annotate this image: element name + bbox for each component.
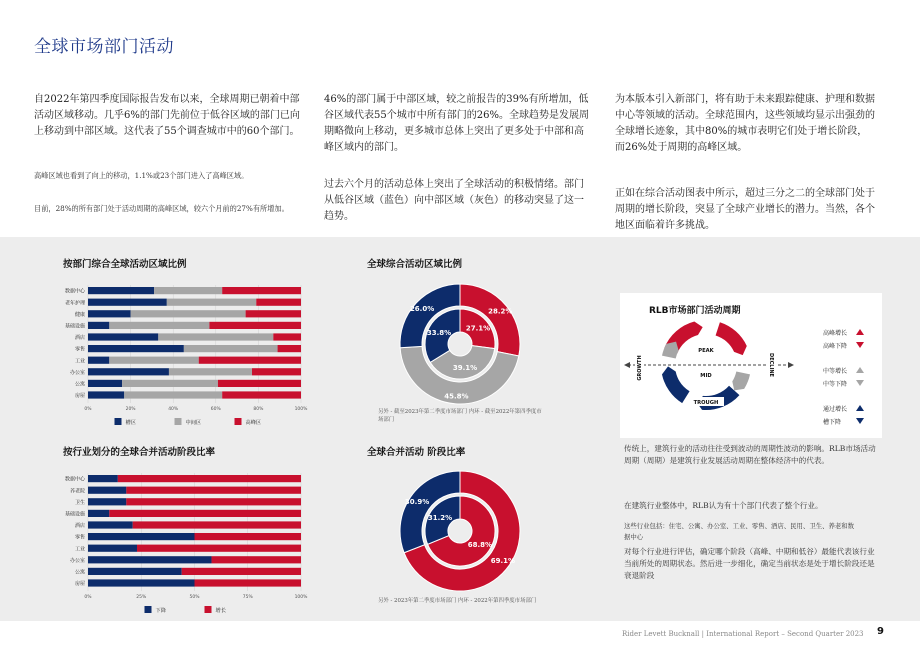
arrow-right-icon — [788, 362, 794, 368]
data-label: 68.8% — [467, 540, 493, 549]
x-tick-label: 0% — [84, 595, 92, 600]
category-label: 零售 — [74, 346, 85, 353]
category-label: 零售 — [74, 534, 85, 541]
data-label: 39.1% — [452, 363, 478, 372]
legend-swatch — [115, 418, 122, 425]
data-label: 33.8% — [426, 328, 452, 337]
bar-segment — [222, 391, 301, 398]
category-label: 房屋 — [74, 581, 85, 588]
footer-text: Rider Levett Bucknall | International Report – Second Quarter 2023 — [622, 630, 864, 638]
cycle-diagram — [620, 293, 882, 438]
data-label: 31.2% — [427, 514, 453, 523]
bar-segment — [154, 287, 222, 294]
bar-segment — [209, 322, 301, 329]
x-tick-label: 80% — [253, 407, 264, 412]
x-tick-label: 100% — [294, 595, 308, 600]
mid-label: MID — [700, 373, 712, 379]
arrow-left-icon — [624, 362, 630, 368]
bar-segment — [109, 510, 301, 517]
cycle-title: RLB市场部门活动周期 — [649, 306, 741, 316]
data-label: 30.9% — [404, 498, 430, 507]
bar-segment — [88, 510, 109, 517]
triangle-down-icon — [856, 342, 864, 348]
bar-segment — [118, 475, 301, 482]
category-label: 数据中心 — [64, 288, 85, 295]
bar-segment — [218, 380, 301, 387]
bar-segment — [88, 299, 167, 306]
bar-segment — [273, 333, 301, 340]
bar-segment — [88, 357, 109, 364]
legend-label: 槽区 — [125, 420, 136, 426]
category-label: 房屋 — [74, 393, 85, 400]
bar2-title: 按行业划分的全球合并活动阶段比率 — [63, 447, 216, 458]
data-label: 45.8% — [444, 392, 469, 401]
bar-segment — [88, 498, 126, 505]
bar-segment — [88, 487, 126, 494]
page-number: 9 — [877, 626, 884, 637]
pie1-title: 全球综合活动区域比例 — [367, 259, 463, 270]
legend-label: 高峰区 — [245, 420, 262, 426]
legend-label: 增长 — [215, 608, 226, 614]
cycle-arrow — [716, 322, 747, 355]
col1-paragraph-3: 目前，28%的所有部门处于活动周期的高峰区域，较六个月前的27%有所增加。 — [34, 204, 289, 213]
category-label: 养老院 — [69, 488, 85, 495]
bar1-title: 按部门综合全球活动区域比例 — [63, 259, 187, 270]
x-tick-label: 50% — [189, 595, 200, 600]
col3-paragraph-2: 正如在综合活动图表中所示，超过三分之二的全球部门处于周期的增长阶段，突显了全球产业增长的潜力。当然，各个地区面临着许多挑战。 — [615, 188, 875, 231]
category-label: 基础设施 — [64, 511, 85, 518]
pie2-title: 全球合并活动 阶段比率 — [367, 447, 466, 458]
legend-trough-growth: 通过增长 — [823, 406, 848, 413]
cycle-paragraph-1: 传统上，建筑行业的活动往往受到波动的周期性波动的影响。RLB市场活动周期（周期）是建筑行业发展活动周期在整体经济中的代表。 — [624, 444, 876, 465]
bar-segment — [124, 391, 222, 398]
bar2-chart — [58, 468, 308, 614]
legend-peak-decline: 高峰下降 — [823, 343, 848, 350]
category-label: 公寓 — [74, 569, 85, 576]
cycle-arrow — [662, 366, 690, 403]
category-label: 数据中心 — [64, 476, 85, 483]
bar-segment — [167, 299, 256, 306]
category-label: 公寓 — [74, 381, 85, 388]
triangle-up-icon — [856, 329, 864, 335]
category-label: 办公室 — [69, 557, 85, 564]
bar-segment — [158, 333, 273, 340]
pie1-chart — [395, 279, 525, 409]
bar-segment — [199, 357, 301, 364]
legend-swatch — [205, 606, 212, 613]
bar-segment — [88, 380, 122, 387]
x-tick-label: 60% — [210, 407, 221, 412]
bar-segment — [222, 287, 301, 294]
category-label: 酒店 — [74, 523, 85, 530]
bar-segment — [184, 345, 278, 352]
bar-segment — [88, 568, 182, 575]
bar-segment — [256, 299, 301, 306]
triangle-down-icon — [856, 380, 864, 386]
bar-segment — [195, 533, 302, 540]
bar-segment — [246, 310, 301, 317]
triangle-down-icon — [856, 418, 864, 424]
bar-segment — [88, 368, 169, 375]
category-label: 基础设施 — [64, 323, 85, 330]
x-tick-label: 0% — [84, 407, 92, 412]
cycle-paragraph-3: 这些行业包括：住宅、公寓、办公室、工业、零售、酒店、民用、卫生、养老和数据中心 — [624, 522, 855, 541]
category-label: 酒店 — [74, 335, 85, 342]
bar-segment — [212, 556, 301, 563]
bar-segment — [131, 310, 246, 317]
bar-segment — [88, 545, 137, 552]
data-label: 28.2% — [488, 307, 513, 316]
peak-label: PEAK — [698, 348, 714, 354]
category-label: 卫生 — [74, 499, 85, 506]
legend-label: 下降 — [155, 608, 166, 614]
legend-mid-decline: 中等下降 — [823, 381, 848, 388]
pie1-note: 另外 - 截至2023年第二季度市场部门 内环 - 截至2022年第四季度市场部门 — [378, 409, 542, 423]
growth-label: GROWTH — [637, 355, 643, 381]
bar1-chart — [58, 280, 308, 426]
cycle-panel — [620, 293, 882, 438]
legend-swatch — [235, 418, 242, 425]
bar-segment — [88, 475, 118, 482]
bar-segment — [126, 487, 301, 494]
bar-segment — [88, 287, 154, 294]
bar-segment — [109, 322, 209, 329]
data-label: 69.1% — [490, 556, 516, 565]
bar-segment — [88, 521, 133, 528]
category-label: 健康 — [74, 311, 85, 318]
bar-segment — [278, 345, 301, 352]
trough-label: TROUGH — [693, 400, 719, 406]
x-tick-label: 100% — [294, 407, 308, 412]
bar-segment — [195, 579, 302, 586]
x-tick-label: 20% — [125, 407, 136, 412]
bar-segment — [169, 368, 252, 375]
legend-trough-decline: 槽下降 — [823, 419, 842, 426]
bar-segment — [88, 579, 195, 586]
data-label: 26.0% — [409, 304, 435, 313]
category-label: 工业 — [74, 358, 85, 365]
bar-segment — [88, 533, 195, 540]
bar-segment — [88, 391, 124, 398]
legend-peak-growth: 高峰增长 — [823, 330, 848, 337]
x-tick-label: 40% — [168, 407, 179, 412]
cycle-arrow — [732, 371, 750, 390]
bar-segment — [88, 310, 131, 317]
x-tick-label: 25% — [136, 595, 147, 600]
page-title: 全球市场部门活动 — [34, 37, 174, 57]
cycle-arrow — [662, 342, 679, 359]
bar-segment — [88, 556, 212, 563]
bar-segment — [252, 368, 301, 375]
decline-label: DECLINE — [768, 353, 774, 377]
x-tick-label: 75% — [242, 595, 253, 600]
bar-segment — [88, 345, 184, 352]
bar-segment — [88, 322, 109, 329]
triangle-up-icon — [856, 367, 864, 373]
bar-segment — [126, 498, 301, 505]
data-label: 27.1% — [465, 324, 491, 333]
pie2-chart — [395, 466, 525, 596]
col2-paragraph-2: 过去六个月的活动总体上突出了全球活动的积极情绪。部门从低谷区域（蓝色）向中部区域（灰色）的移动突显了这一趋势。 — [324, 179, 584, 222]
pie2-note: 另外 - 2023年第二季度市场部门 内环 - 2022年第四季度市场部门 — [378, 598, 537, 604]
bar-segment — [137, 545, 301, 552]
col2-paragraph-1: 46%的部门属于中部区域，较之前报告的39%有所增加，低谷区域代表55个城市中所有部门的26%。全球趋势是发展周期略微向上移动，更多城市总体上突出了更多处于中部和高峰区域内的部门。 — [324, 94, 589, 153]
category-label: 老年护理 — [64, 300, 85, 307]
cycle-paragraph-4: 对每个行业进行评估，确定哪个阶段（高峰、中期和低谷）最能代表该行业当前所处的周期状态。然后进一步细化，确定当前状态是处于增长阶段还是衰退阶段 — [624, 547, 875, 580]
col1-paragraph-1: 自2022年第四季度国际报告发布以来，全球周期已朝着中部活动区域移动。几乎6%的部门先前位于低谷区域的部门已向上移动到中部区域。这代表了55个调查城市中的60个部门。 — [34, 94, 300, 137]
legend-mid-growth: 中等增长 — [823, 368, 848, 375]
triangle-up-icon — [856, 405, 864, 411]
bar-segment — [88, 333, 158, 340]
col1-paragraph-2: 高峰区域也看到了向上的移动，1.1%或23个部门进入了高峰区域。 — [34, 171, 249, 180]
col3-paragraph-1: 为本版本引入新部门，将有助于未来跟踪健康、护理和数据中心等领域的活动。全球范围内，这些领域均显示出强劲的全球增长迹象，其中80%的城市表明它们处于增长阶段，而26%处于周期的高峰区域。 — [615, 94, 875, 153]
legend-swatch — [145, 606, 152, 613]
bar-segment — [133, 521, 301, 528]
bar-segment — [122, 380, 218, 387]
bar-segment — [182, 568, 301, 575]
legend-label: 中间区 — [185, 420, 202, 426]
category-label: 工业 — [74, 546, 85, 553]
category-label: 办公室 — [69, 369, 85, 376]
bar-segment — [109, 357, 198, 364]
legend-swatch — [175, 418, 182, 425]
cycle-paragraph-2: 在建筑行业整体中，RLB认为有十个部门代表了整个行业。 — [624, 501, 823, 510]
